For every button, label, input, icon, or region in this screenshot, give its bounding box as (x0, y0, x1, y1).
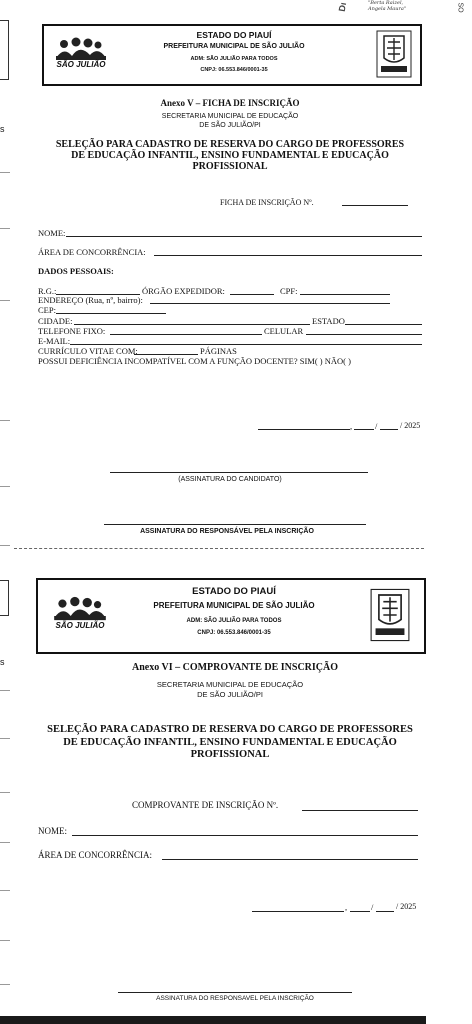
form2-header-box (36, 578, 426, 654)
header-cnpj: CNPJ: 06.553.846/0001-35 (200, 67, 268, 73)
form1-rg-label: R.G.: (38, 286, 57, 296)
form1-cep-label: CEP: (38, 305, 56, 315)
form1-celular-label: CELULAR (264, 326, 304, 336)
form2-date-city-field[interactable] (252, 911, 344, 912)
form1-ficha-label: FICHA DE INSCRIÇÃO Nº. (220, 198, 314, 207)
sao-juliao-logo (48, 594, 112, 638)
logo-text: SÃO JULIÃO (55, 621, 105, 630)
header-prefeitura: PREFEITURA MUNICIPAL DE SÃO JULIÃO (153, 601, 315, 610)
sao-juliao-logo (50, 36, 112, 76)
form2-annex-title: Anexo VI – COMPROVANTE DE INSCRIÇÃO (131, 662, 339, 673)
margin-letter-bottom: s (0, 657, 5, 667)
form2-date-sep: , (345, 902, 348, 912)
form1-endereco-label: ENDEREÇO (Rua, nº, bairro): (38, 295, 143, 305)
header-adm: ADM: SÃO JULIÃO PARA TODOS (190, 56, 278, 62)
form1-secretaria-line2: DE SÃO JULIÃO/PI (199, 122, 261, 129)
form1-date-sep: , (350, 421, 353, 431)
form1-telefone-field[interactable] (110, 334, 262, 335)
margin-rule (0, 738, 10, 739)
selection-line: PROFISSIONAL (190, 749, 270, 760)
margin-rule (0, 792, 10, 793)
form1-date-slash: / (375, 421, 378, 431)
logo-text: SÃO JULIÃO (56, 60, 106, 69)
margin-rule (0, 545, 10, 546)
form1-annex-title: Anexo V – FICHA DE INSCRIÇÃO (160, 98, 300, 108)
margin-letter-top: s (0, 124, 5, 134)
form1-paginas-label: PÁGINAS (200, 346, 237, 356)
margin-rule (0, 300, 10, 301)
form1-responsavel-signature-line[interactable] (104, 524, 366, 525)
corner-signature-line: Angela Maura" (368, 6, 407, 12)
coat-of-arms-icon (376, 30, 412, 78)
margin-rule (0, 690, 10, 691)
form1-nome-label: NOME: (38, 228, 66, 238)
form1-curriculo-label: CURRÍCULO VITAE COM: (38, 346, 138, 356)
margin-rule (0, 940, 10, 941)
form1-secretaria-line1: SECRETARIA MUNICIPAL DE EDUCAÇÃO (161, 113, 299, 120)
form1-dados-pessoais: DADOS PESSOAIS: (38, 266, 114, 276)
form2-responsavel-signature-line[interactable] (118, 992, 352, 993)
form2-secretaria-line2: DE SÃO JULIÃO/PI (197, 690, 263, 699)
margin-rule (0, 486, 10, 487)
form1-nome-field[interactable] (66, 236, 422, 237)
form2-date-month-field[interactable] (376, 911, 394, 912)
form1-cpf-label: CPF: (280, 286, 298, 296)
adjacent-box-top (0, 20, 9, 80)
form1-date-month-field[interactable] (380, 429, 398, 430)
form2-area-label: ÁREA DE CONCORRÊNCIA: (38, 850, 153, 860)
margin-rule (0, 228, 10, 229)
form2-selection-title (18, 724, 442, 762)
form1-area-label: ÁREA DE CONCORRÊNCIA: (38, 247, 146, 257)
margin-rule (0, 172, 10, 173)
header-state: ESTADO DO PIAUÍ (196, 30, 272, 40)
form2-date-year: / 2025 (396, 902, 417, 911)
form1-date-year: / 2025 (400, 421, 421, 430)
form1-area-field[interactable] (154, 255, 422, 256)
margin-rule (0, 890, 10, 891)
form1-candidate-signature-line[interactable] (110, 472, 368, 473)
header-prefeitura: PREFEITURA MUNICIPAL DE SÃO JULIÃO (163, 43, 305, 50)
form1-telefone-label: TELEFONE FIXO: (38, 326, 106, 336)
selection-line: DE EDUCAÇÃO INFANTIL, ENSINO FUNDAMENTAL E EDUCAÇÃO (63, 736, 397, 748)
coat-of-arms-icon (370, 586, 410, 644)
form1-cpf-field[interactable] (300, 294, 390, 295)
adjacent-page-strip (0, 0, 10, 1024)
form1-selection-title (20, 139, 440, 172)
form1-cidade-field[interactable] (74, 324, 310, 325)
form1-email-label: E-MAIL: (38, 336, 71, 346)
corner-signature-line: "Berta Raizel, (368, 0, 404, 6)
form1-endereco-field[interactable] (150, 303, 390, 304)
margin-rule (0, 984, 10, 985)
corner-rotated-text: Dı (336, 1, 349, 13)
selection-line: SELEÇÃO PARA CADASTRO DE RESERVA DO CARGO DE PROFESSORES (55, 139, 405, 150)
form1-date-day-field[interactable] (354, 429, 374, 430)
form1-responsavel-signature-label: ASSINATURA DO RESPONSÁVEL PELA INSCRIÇÃO (140, 528, 314, 535)
form2-comprovante-label: COMPROVANTE DE INSCRIÇÃO Nº. (132, 800, 279, 810)
form2-comprovante-field[interactable] (302, 810, 418, 811)
adjacent-box-bottom (0, 580, 9, 616)
selection-line: SELEÇÃO PARA CADASTRO DE RESERVA DO CARGO DE PROFESSORES (47, 724, 413, 735)
form1-estado-field[interactable] (345, 324, 422, 325)
form2-area-field[interactable] (162, 859, 418, 860)
form1-candidate-signature-label: (ASSINATURA DO CANDIDATO) (178, 476, 282, 483)
header-adm: ADM: SÃO JULIÃO PARA TODOS (186, 618, 282, 624)
form1-cep-field[interactable] (56, 313, 166, 314)
header-state: ESTADO DO PIAUÍ (192, 586, 276, 597)
selection-line: DE EDUCAÇÃO INFANTIL, ENSINO FUNDAMENTAL E EDUCAÇÃO (71, 150, 389, 161)
form1-deficiencia-question[interactable]: POSSUI DEFICIÊNCIA INCOMPATÍVEL COM A FUNÇÃO DOCENTE? SIM( ) NÃO( ) (38, 356, 351, 366)
form1-header-box (42, 24, 422, 86)
logo-figures-icon (48, 594, 112, 638)
form1-date-city-field[interactable] (258, 429, 350, 430)
form2-nome-field[interactable] (72, 835, 418, 836)
form2-responsavel-signature-label: ASSINATURA DO RESPONSAVEL PELA INSCRIÇÃO (156, 995, 314, 1002)
form2-date-slash: / (371, 902, 374, 912)
form2-secretaria-line1: SECRETARIA MUNICIPAL DE EDUCAÇÃO (156, 680, 304, 689)
form1-ficha-field[interactable] (342, 205, 408, 206)
form1-orgao-field[interactable] (230, 294, 274, 295)
form2-nome-label: NOME: (38, 826, 67, 836)
cut-line (14, 548, 424, 549)
form1-email-field[interactable] (70, 344, 422, 345)
selection-line: PROFISSIONAL (192, 161, 268, 172)
corner-signature (368, 0, 406, 12)
form1-curriculo-field[interactable] (134, 354, 198, 355)
form1-estado-label: ESTADO (312, 316, 345, 326)
corner-rotated-text-right: SO (456, 2, 464, 13)
form2-date-day-field[interactable] (350, 911, 370, 912)
form1-celular-field[interactable] (306, 334, 422, 335)
margin-rule (0, 842, 10, 843)
header-cnpj: CNPJ: 06.553.846/0001-35 (197, 630, 271, 636)
form1-cidade-label: CIDADE: (38, 316, 73, 326)
logo-figures-icon (50, 36, 112, 76)
margin-rule (0, 420, 10, 421)
bottom-dark-band (0, 1016, 426, 1024)
form1-orgao-label: ÓRGÃO EXPEDIDOR: (142, 286, 225, 296)
